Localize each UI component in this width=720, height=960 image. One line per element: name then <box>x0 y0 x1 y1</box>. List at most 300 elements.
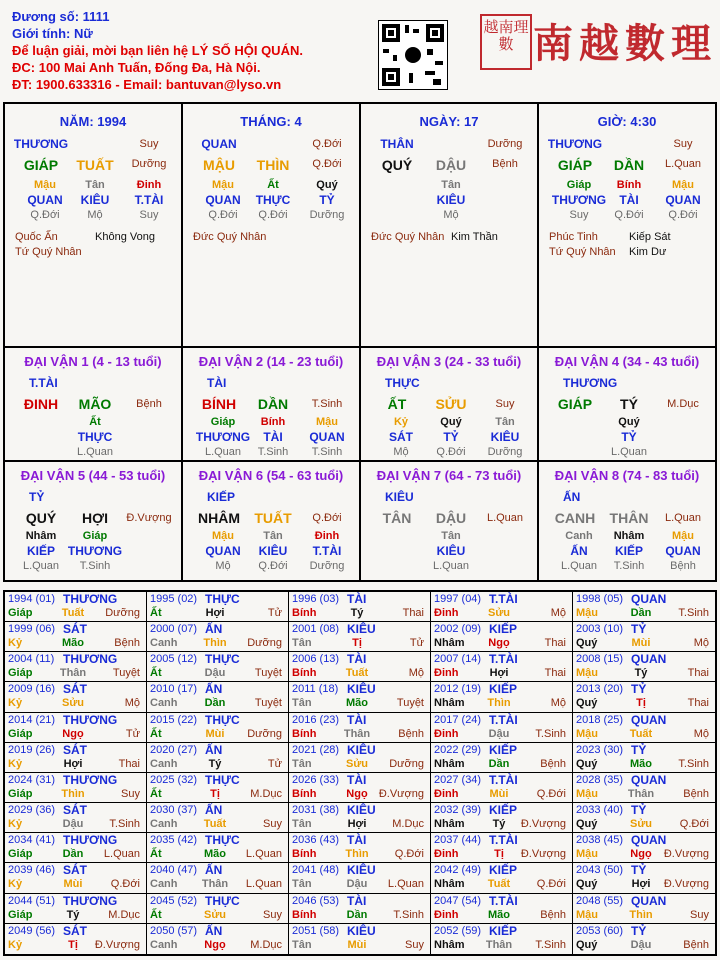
year-star: SÁT <box>63 742 87 757</box>
year-stem: Kỷ <box>8 697 23 710</box>
year-cell <box>147 773 289 803</box>
year-cell <box>573 863 715 893</box>
year-star: THỰC <box>205 592 240 606</box>
year-branch: Dậu <box>488 727 510 740</box>
year-cell <box>431 863 573 893</box>
year-phase: Đ.Vượng <box>520 848 566 861</box>
dai-van-branch: HỢI <box>82 510 108 526</box>
year-cell <box>573 773 715 803</box>
year-star: T.TÀI <box>489 772 518 787</box>
year-label: 2037 (44) <box>434 834 482 847</box>
year-phase: Dưỡng <box>389 757 424 770</box>
year-star: THƯƠNG <box>63 592 118 606</box>
dai-van-title: ĐẠI VẬN 6 (54 - 63 tuổi) <box>198 468 344 483</box>
year-stem: Quý <box>576 818 598 831</box>
year-branch: Dần <box>204 697 226 710</box>
year-phase: Bệnh <box>398 727 424 740</box>
hidden-star: QUAN <box>309 430 345 444</box>
pillar-phase: Suy <box>139 138 159 150</box>
year-phase: Đ.Vượng <box>663 848 709 861</box>
year-label: 2050 (57) <box>150 924 198 937</box>
year-phase: Thai <box>402 607 424 619</box>
year-branch: Dần <box>62 848 84 861</box>
year-label: 2051 (58) <box>292 924 340 937</box>
hidden-phase: Mộ <box>443 209 459 221</box>
year-label: 2052 (59) <box>434 924 482 937</box>
hidden-stem: Mậu <box>212 530 234 542</box>
year-label: 2032 (39) <box>434 804 482 817</box>
hidden-star: QUAN <box>665 544 701 558</box>
hidden-phase: Q.Đới <box>30 209 60 221</box>
year-phase: Thai <box>687 697 709 710</box>
year-cell <box>573 833 715 863</box>
hidden-phase: L.Quan <box>204 446 242 458</box>
year-phase: Q.Đới <box>394 848 424 861</box>
year-phase: L.Quan <box>387 878 424 891</box>
dai-van-title: ĐẠI VẬN 8 (74 - 83 tuổi) <box>554 468 700 483</box>
hidden-star: THƯƠNG <box>67 544 123 558</box>
hidden-stem: Ất <box>89 416 101 428</box>
year-star: THỰC <box>205 712 240 727</box>
pillar-stem: MẬU <box>203 157 235 173</box>
year-phase: Tử <box>267 607 282 619</box>
year-phase: T.Sinh <box>393 908 424 921</box>
year-label: 2022 (29) <box>434 743 482 756</box>
dai-van-star: ẤN <box>563 490 581 504</box>
dai-van-title: ĐẠI VẬN 2 (14 - 23 tuổi) <box>198 354 344 369</box>
pillar-1 <box>183 104 361 346</box>
year-phase: Tuyệt <box>112 667 140 680</box>
dai-van-stem: ĐINH <box>23 396 59 412</box>
year-label: 2018 (25) <box>576 713 624 726</box>
year-branch: Thìn <box>345 848 369 861</box>
dai-van-phase: Suy <box>495 398 515 410</box>
year-cell <box>573 803 715 833</box>
pillar-branch-phase: Q.Đới <box>312 158 342 170</box>
annual-table <box>3 590 717 956</box>
year-phase: Thai <box>544 667 566 680</box>
year-branch: Mão <box>346 697 368 710</box>
year-branch: Thìn <box>629 908 653 921</box>
year-phase: Đ.Vượng <box>378 787 424 800</box>
year-stem: Giáp <box>8 667 33 680</box>
year-phase: Tuyệt <box>254 697 282 710</box>
year-cell <box>289 622 431 652</box>
hidden-phase: L.Quan <box>432 560 470 572</box>
pillar-star: THÂN <box>380 137 414 151</box>
dai-van-phase: M.Dục <box>667 398 699 410</box>
dai-van-title: ĐẠI VẬN 3 (24 - 33 tuổi) <box>376 354 522 369</box>
year-phase: Đ.Vượng <box>94 938 140 951</box>
year-star: THỰC <box>205 893 240 908</box>
year-label: 2043 (50) <box>576 864 624 877</box>
year-stem: Ất <box>150 727 162 740</box>
year-star: TÀI <box>347 712 367 727</box>
hidden-phase: Mộ <box>393 446 409 458</box>
pillar-title: NĂM: 1994 <box>59 114 127 129</box>
dai-van-title: ĐẠI VẬN 5 (44 - 53 tuổi) <box>20 468 166 483</box>
year-star: ẤN <box>205 923 223 938</box>
year-stem: Canh <box>150 757 178 770</box>
year-phase: Tuyệt <box>254 667 282 680</box>
year-label: 2017 (24) <box>434 713 482 726</box>
year-phase: Q.Đới <box>536 878 566 891</box>
year-branch: Sửu <box>203 908 227 921</box>
pillar-stem: GIÁP <box>557 157 593 173</box>
year-label: 1999 (06) <box>8 623 56 636</box>
hidden-phase: Suy <box>569 209 589 221</box>
year-label: 2002 (09) <box>434 623 482 636</box>
year-stem: Quý <box>576 637 598 650</box>
dai-van-1 <box>5 348 183 460</box>
year-label: 1998 (05) <box>576 593 624 605</box>
pillar-branch-phase: L.Quan <box>664 158 702 170</box>
year-star: TỶ <box>631 742 647 757</box>
hidden-star: KIÊU <box>436 544 466 558</box>
year-star: THỰC <box>205 833 240 848</box>
year-star: THƯƠNG <box>63 712 118 727</box>
year-cell <box>431 682 573 712</box>
hidden-phase: Bệnh <box>670 560 696 572</box>
year-star: T.TÀI <box>489 893 518 908</box>
hidden-phase: L.Quan <box>76 446 114 458</box>
hidden-star: KIẾP <box>614 544 644 558</box>
year-cell <box>5 924 147 954</box>
year-branch: Mão <box>630 757 652 770</box>
hidden-star: T.TÀI <box>134 193 164 207</box>
hidden-star: QUAN <box>27 193 63 207</box>
year-cell <box>573 894 715 924</box>
year-phase: Mộ <box>550 697 566 710</box>
year-stem: Bính <box>292 727 317 740</box>
year-stem: Quý <box>576 938 598 951</box>
year-branch: Dần <box>630 607 652 619</box>
pillar-phase: Suy <box>673 138 693 150</box>
year-phase: Suy <box>405 938 424 951</box>
year-stem: Ất <box>150 848 162 861</box>
year-star: KIẾP <box>489 682 518 697</box>
year-stem: Nhâm <box>434 938 465 951</box>
dai-van-stem: CANH <box>554 510 596 526</box>
dai-van-branch: MÃO <box>78 396 112 412</box>
year-branch: Ngọ <box>630 848 652 861</box>
hidden-star: SÁT <box>389 430 413 444</box>
dai-van-8 <box>539 462 715 580</box>
hidden-phase: Dưỡng <box>309 209 345 221</box>
year-cell <box>147 652 289 682</box>
hidden-stem: Kỷ <box>393 416 409 428</box>
year-cell <box>147 894 289 924</box>
dai-van-7 <box>361 462 539 580</box>
hidden-star: KIÊU <box>80 193 110 207</box>
year-phase: Q.Đới <box>679 818 709 831</box>
year-cell <box>431 622 573 652</box>
year-branch: Tý <box>66 908 80 921</box>
year-stem: Canh <box>150 697 178 710</box>
dai-van-phase: T.Sinh <box>311 398 343 410</box>
year-stem: Bính <box>292 908 317 921</box>
dai-van-stem: QUÝ <box>25 510 57 526</box>
year-phase: L.Quan <box>103 848 140 861</box>
year-star: KIÊU <box>347 682 376 697</box>
year-phase: Q.Đới <box>536 787 566 800</box>
hidden-stem: Mậu <box>672 179 694 191</box>
year-star: THỰC <box>205 652 240 667</box>
year-label: 2041 (48) <box>292 864 340 877</box>
dai-van-branch: TUẤT <box>254 510 292 526</box>
year-branch: Hợi <box>489 667 509 680</box>
year-stem: Nhâm <box>434 697 465 710</box>
year-branch: Tuất <box>61 607 85 619</box>
hidden-stem: Mậu <box>316 416 338 428</box>
year-cell <box>147 682 289 712</box>
year-stem: Đinh <box>434 908 459 921</box>
year-label: 2026 (33) <box>292 773 340 786</box>
year-label: 2049 (56) <box>8 924 56 937</box>
year-stem: Canh <box>150 637 178 650</box>
year-stem: Bính <box>292 607 317 619</box>
dai-van-branch: THÂN <box>609 510 649 526</box>
hidden-star: QUAN <box>205 544 241 558</box>
hidden-stem: Quý <box>440 416 462 428</box>
dai-van-row-1 <box>3 346 717 462</box>
year-label: 2013 (20) <box>576 683 624 696</box>
year-label: 2004 (11) <box>8 653 55 666</box>
year-phase: Thai <box>687 667 709 680</box>
pillar-note: Tứ Quý Nhân <box>549 246 616 258</box>
dai-van-star: KIÊU <box>385 490 414 504</box>
year-branch: Tị <box>352 637 362 650</box>
year-label: 2029 (36) <box>8 804 56 817</box>
pillar-star: THƯƠNG <box>547 137 603 151</box>
year-phase: Suy <box>690 908 709 921</box>
hidden-star: KIÊU <box>258 544 288 558</box>
year-branch: Tý <box>208 757 222 770</box>
pillar-note: Đức Quý Nhân <box>193 231 267 243</box>
year-label: 2012 (19) <box>434 683 482 696</box>
year-star: KIẾP <box>489 622 518 637</box>
chart-number: Đương số: 1111 <box>12 9 110 24</box>
year-star: TỶ <box>631 682 647 697</box>
year-branch: Mão <box>488 908 510 921</box>
hidden-star: TỶ <box>319 193 335 207</box>
year-label: 2015 (22) <box>150 713 198 726</box>
dai-van-phase: Đ.Vượng <box>126 512 172 524</box>
year-label: 2053 (60) <box>576 924 624 937</box>
hidden-stem: Quý <box>316 179 338 191</box>
year-phase: Tuyệt <box>396 697 424 710</box>
year-star: SÁT <box>63 923 87 938</box>
year-phase: Dưỡng <box>247 727 282 740</box>
hidden-star: QUAN <box>205 193 241 207</box>
pillar-star: THƯƠNG <box>13 137 69 151</box>
hidden-phase: Q.Đới <box>436 446 466 458</box>
year-branch: Dậu <box>630 938 652 951</box>
hidden-star: KIÊU <box>490 430 520 444</box>
year-star: TỶ <box>631 803 647 818</box>
year-stem: Quý <box>576 878 598 891</box>
dai-van-branch: SỬU <box>435 396 467 412</box>
year-cell <box>289 652 431 682</box>
pillar-note: Đức Quý Nhân <box>371 231 445 243</box>
dai-van-stem: ẤT <box>387 396 407 412</box>
year-cell <box>289 682 431 712</box>
year-cell <box>289 592 431 622</box>
hidden-phase: Dưỡng <box>309 560 345 572</box>
dai-van-2 <box>183 348 361 460</box>
dai-van-title: ĐẠI VẬN 4 (34 - 43 tuổi) <box>554 354 700 369</box>
year-stem: Giáp <box>8 908 33 921</box>
year-cell <box>147 863 289 893</box>
year-branch: Tuất <box>487 878 511 891</box>
year-cell <box>289 863 431 893</box>
year-stem: Kỷ <box>8 757 23 770</box>
year-cell <box>289 833 431 863</box>
year-branch: Tý <box>350 607 364 619</box>
hidden-phase: Dưỡng <box>487 446 523 458</box>
year-star: TỶ <box>631 923 647 938</box>
year-star: SÁT <box>63 803 87 818</box>
year-phase: Bệnh <box>114 637 140 650</box>
year-cell <box>431 803 573 833</box>
phone-email[interactable]: ĐT: 1900.633316 - Email: bantuvan@lyso.vn <box>12 77 282 92</box>
year-cell <box>289 803 431 833</box>
dai-van-stem: BÍNH <box>201 396 237 412</box>
year-branch: Sửu <box>487 607 511 619</box>
year-star: T.TÀI <box>489 592 518 606</box>
year-phase: Thai <box>118 757 140 770</box>
dai-van-title: ĐẠI VẬN 1 (4 - 13 tuổi) <box>24 354 162 369</box>
year-branch: Mùi <box>205 727 225 740</box>
dai-van-4 <box>539 348 715 460</box>
year-label: 2040 (47) <box>150 864 198 877</box>
year-cell <box>147 833 289 863</box>
hidden-stem: Mậu <box>672 530 694 542</box>
year-stem: Giáp <box>8 727 33 740</box>
pillar-note: Kiếp Sát <box>629 231 671 243</box>
year-label: 2001 (08) <box>292 623 340 636</box>
year-cell <box>147 592 289 622</box>
year-cell <box>289 773 431 803</box>
hidden-phase: Suy <box>139 209 159 221</box>
year-branch: Sửu <box>61 697 85 710</box>
year-cell <box>147 803 289 833</box>
dai-van-phase: L.Quan <box>664 512 702 524</box>
hidden-star: KIẾP <box>26 544 56 558</box>
hidden-phase: T.Sinh <box>613 560 645 572</box>
pillar-star: QUAN <box>201 137 237 151</box>
year-stem: Giáp <box>8 848 33 861</box>
year-star: TÀI <box>347 893 367 908</box>
pillar-3 <box>539 104 715 346</box>
year-cell <box>5 833 147 863</box>
hidden-phase: L.Quan <box>22 560 60 572</box>
hidden-star: T.TÀI <box>312 544 342 558</box>
year-star: THƯƠNG <box>63 772 118 787</box>
year-star: KIÊU <box>347 803 376 818</box>
year-label: 2046 (53) <box>292 894 340 907</box>
year-star: TỶ <box>631 622 647 637</box>
year-cell <box>573 592 715 622</box>
year-branch: Mùi <box>347 938 367 951</box>
year-stem: Kỷ <box>8 818 23 831</box>
hidden-phase: T.Sinh <box>79 560 111 572</box>
year-stem: Giáp <box>8 607 33 619</box>
year-branch: Mão <box>62 637 84 650</box>
year-phase: Q.Đới <box>110 878 140 891</box>
year-phase: Dưỡng <box>247 637 282 650</box>
year-label: 2008 (15) <box>576 653 624 666</box>
pillar-note: Tứ Quý Nhân <box>15 246 82 258</box>
year-phase: Suy <box>263 908 282 921</box>
year-stem: Đinh <box>434 727 459 740</box>
year-label: 2030 (37) <box>150 804 198 817</box>
hidden-stem: Mậu <box>212 179 234 191</box>
year-stem: Mậu <box>576 727 598 740</box>
year-branch: Tị <box>494 848 504 861</box>
year-label: 2031 (38) <box>292 804 340 817</box>
year-cell <box>5 863 147 893</box>
year-cell <box>5 652 147 682</box>
year-cell <box>289 713 431 743</box>
year-star: TÀI <box>347 652 367 667</box>
year-star: QUAN <box>631 833 667 848</box>
year-phase: Mộ <box>693 727 709 740</box>
year-cell <box>5 713 147 743</box>
address: ĐC: 100 Mai Anh Tuấn, Đống Đa, Hà Nội. <box>12 60 261 75</box>
year-stem: Đinh <box>434 787 459 800</box>
hidden-star: THỰC <box>255 193 291 207</box>
year-stem: Giáp <box>8 787 33 800</box>
year-label: 2019 (26) <box>8 743 56 756</box>
year-stem: Đinh <box>434 667 459 680</box>
year-stem: Mậu <box>576 607 598 619</box>
hidden-phase: Q.Đới <box>258 209 288 221</box>
hidden-phase: Mộ <box>87 209 103 221</box>
year-star: KIẾP <box>489 742 518 757</box>
year-phase: Suy <box>121 787 140 800</box>
dai-van-title: ĐẠI VẬN 7 (64 - 73 tuổi) <box>376 468 522 483</box>
hidden-phase: T.Sinh <box>257 446 289 458</box>
year-phase: T.Sinh <box>535 727 566 740</box>
year-cell <box>147 622 289 652</box>
dai-van-phase: L.Quan <box>486 512 524 524</box>
year-star: SÁT <box>63 863 87 878</box>
year-star: KIẾP <box>489 803 518 818</box>
year-phase: T.Sinh <box>109 818 140 831</box>
year-branch: Dậu <box>346 878 368 891</box>
year-stem: Tân <box>292 697 312 710</box>
pillar-phase: Q.Đới <box>312 138 342 150</box>
year-label: 1996 (03) <box>292 593 340 605</box>
year-label: 2025 (32) <box>150 773 198 786</box>
year-stem: Tân <box>292 757 312 770</box>
year-stem: Nhâm <box>434 757 465 770</box>
dai-van-row-2 <box>3 460 717 582</box>
year-star: KIẾP <box>489 863 518 878</box>
year-star: TÀI <box>347 772 367 787</box>
year-star: THỰC <box>205 772 240 787</box>
year-branch: Thân <box>201 878 229 891</box>
qr-code[interactable] <box>378 20 448 90</box>
year-star: KIÊU <box>347 622 376 637</box>
year-label: 2045 (52) <box>150 894 198 907</box>
year-label: 2003 (10) <box>576 623 624 636</box>
year-stem: Canh <box>150 878 178 891</box>
year-cell <box>5 773 147 803</box>
year-branch: Hợi <box>347 818 367 831</box>
year-label: 2005 (12) <box>150 653 198 666</box>
